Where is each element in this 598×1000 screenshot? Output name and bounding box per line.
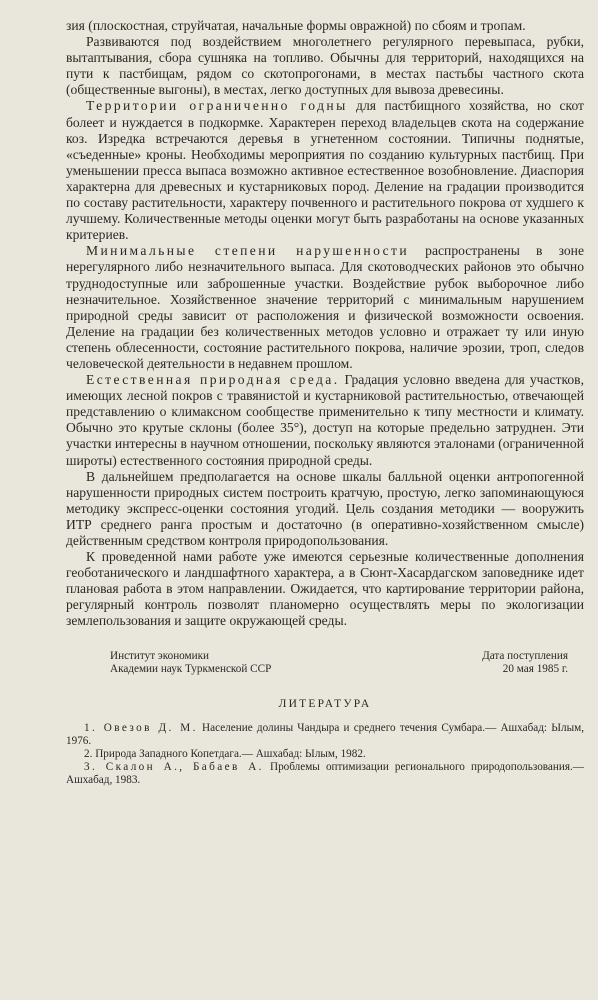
paragraph-impact-causes	[66, 34, 584, 98]
paragraph-text: В дальнейшем предполагается на основе шкалы балльной оценки антропогенной нарушенности природных систем построить кратчую, простую, легко запоминающуюся методику экспресс-оценки состояния угодий. Цель создания методики — вооружить ИТР среднего ранга простым и достаточно (в оперативно-хозяйственном смысле) действенным средством контроля природопользования.	[66, 468, 584, 548]
reference-item	[66, 722, 584, 748]
institution-line: Академии наук Туркменской ССР	[110, 662, 272, 675]
reference-authors: 3. Скалон А., Бабаев А.	[84, 760, 264, 773]
paragraph-natural-environment	[66, 372, 584, 469]
reference-text: 2. Природа Западного Копетдага.— Ашхабад: Ылым, 1982.	[84, 747, 366, 760]
reference-item	[66, 748, 584, 761]
institution	[110, 650, 271, 676]
received-date: 20 мая 1985 г.	[502, 662, 568, 675]
affiliation-block	[110, 650, 568, 676]
paragraph-text: для пастбищного хозяйства, но скот болеет и нуждается в подкормке. Характерен переход владельцев скота на содержание коз. Изредка встречаются деревья в угнетенном состоянии. Типичны поднятые, «съеденные» кроны. Необходимы мероприятия по созданию культурных пастбищ. При уменьшении пресса выпаса возможно активное естественное возобновление. Диаспория характерна для древесных и кустарниковых пород. Деление на градации производится по составу растительности, характеру почвенного и растительного покрова от худшего к лучшему. Количественные методы оценки могут быть разработаны на основе указанных критериев.	[66, 98, 584, 243]
reference-text: Проблемы оптимизации регионального природопользования.— Ашхабад, 1983.	[66, 760, 584, 786]
institution-line: Институт экономики	[110, 649, 210, 662]
spaced-lead-phrase: Минимальные степени нарушенности	[86, 243, 410, 259]
reference-list	[66, 722, 584, 787]
received-label: Дата поступления	[482, 649, 568, 662]
reference-authors: 1. Овезов Д. М.	[84, 721, 198, 734]
paragraph-method-plans	[66, 469, 584, 549]
paragraph-text: К проведенной нами работе уже имеются серьезные количественные дополнения геоботанического и ландшафтного характера, а в Сюнт-Хасардагском заповеднике идет плановая работа в этом направлении. Ожидается, что картирование территории района, регулярный контроль позволят планомерно осуществлять меры по экологизации землепользования и защите окружающей среды.	[66, 549, 584, 629]
paragraph-conclusion	[66, 549, 584, 629]
paragraph-minimal-disturbance	[66, 243, 584, 372]
literature-heading: ЛИТЕРАТУРА	[278, 697, 372, 710]
reference-item	[66, 761, 584, 787]
spaced-lead-phrase: Естественная природная среда.	[86, 372, 340, 388]
paragraph-text: Развиваются под воздействием многолетнего регулярного перевыпаса, рубки, вытаптывания, сбора сушняка на топливо. Обычны для территорий, находящихся на пути к пастбищам, рядом со скотопрогонами, в местах пастьбы частного скота (общественные выгоны), в местах, легко доступных для вывоза древесины.	[66, 34, 584, 98]
reference-text: Население долины Чандыра и среднего течения Сумбара.— Ашхабад: Ылым, 1976.	[66, 721, 584, 747]
paragraph-text: Градация условно введена для участков, имеющих лесной покров с травянистой и кустарниковой растительностью, отвечающей представлению о климаксном сообществе применительно к типу местности и климату. Обычно это крутые склоны (более 35°), доступ на которые предельно затруднен. Эти участки интересны в научном отношении, поскольку являются эталонами (ограниченной широты) естественного состояния природной среды.	[66, 372, 584, 468]
paragraph-continuation	[66, 18, 584, 34]
paragraph-limited-suitability	[66, 98, 584, 243]
paragraph-text: зия (плоскостная, струйчатая, начальные формы овражной) по сбоям и тропам.	[66, 18, 526, 33]
spaced-lead-phrase: Территории ограниченно годны	[86, 98, 348, 114]
paragraph-text: распространены в зоне нерегулярного либо незначительного выпаса. Для скотоводческих районов это обычно труднодоступные или заброшенные участки. Воздействие рубок выборочное либо незначительное. Хозяйственное значение территорий с минимальным нарушением природной среды зависит от расположения и физической возможности освоения. Деление на градации без количественных методов условно и отражает ту или иную степень облесенности, состояние растительного покрова, наличие эрозии, троп, следов человеческой деятельности в недавнем прошлом.	[66, 243, 584, 371]
received-date-block	[482, 650, 568, 676]
